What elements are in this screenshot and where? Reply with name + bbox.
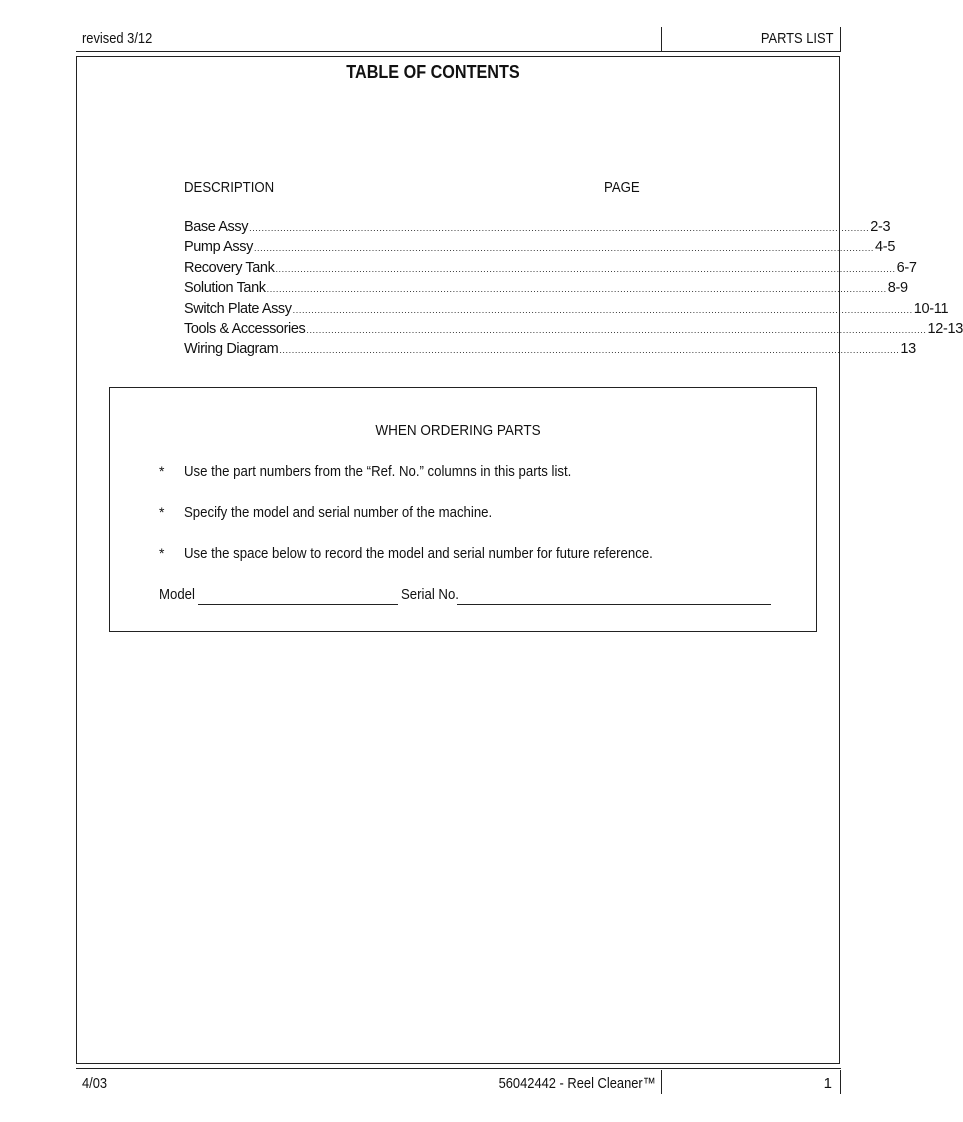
- toc-entry-pump-assy: [184, 239, 896, 259]
- toc-entry-page: 12-13: [927, 320, 963, 337]
- toc-title: TABLE OF CONTENTS: [346, 62, 520, 82]
- toc-list: [184, 219, 963, 362]
- toc-entry-solution-tank: [184, 280, 908, 300]
- footer-right-edge: [840, 1070, 841, 1094]
- toc-entry-page: 6-7: [896, 259, 917, 276]
- toc-entry-recovery-tank: [184, 259, 917, 280]
- toc-entry-label: Wiring Diagram: [184, 341, 279, 358]
- serial-number-input-line[interactable]: [457, 604, 771, 605]
- toc-entry-label: Recovery Tank: [184, 259, 275, 276]
- toc-leader-dots: ........................................................................................................................................................................................................: [266, 284, 887, 295]
- toc-entry-label: Pump Assy: [184, 239, 253, 256]
- serial-number-label: Serial No.: [401, 586, 459, 603]
- toc-entry-page: 2-3: [870, 219, 891, 235]
- toc-leader-dots: ........................................................................................................................................................................................................: [253, 243, 875, 254]
- toc-entry-page: 4-5: [875, 239, 896, 256]
- toc-leader-dots: ........................................................................................................................................................................................................: [249, 223, 870, 233]
- toc-entry-switch-plate-assy: [184, 300, 949, 321]
- bullet-asterisk: *: [159, 504, 165, 520]
- footer-divider: [661, 1070, 662, 1094]
- toc-entry-page: 10-11: [913, 300, 949, 317]
- toc-entry-wiring-diagram: [184, 341, 916, 361]
- toc-leader-dots: ........................................................................................................................................................................................................: [275, 263, 896, 274]
- toc-entry-label: Switch Plate Assy: [184, 300, 292, 317]
- section-title: PARTS LIST: [760, 30, 833, 47]
- toc-column-description: DESCRIPTION: [184, 179, 275, 196]
- footer-document-id: 56042442 - Reel Cleaner™: [498, 1075, 656, 1092]
- toc-entry-base-assy: [184, 219, 891, 239]
- bullet-asterisk: *: [159, 463, 165, 479]
- revision-note: revised 3/12: [82, 30, 153, 47]
- toc-entry-label: Tools & Accessories: [184, 320, 306, 337]
- ordering-instruction: Use the space below to record the model and serial number for future reference.: [184, 545, 653, 562]
- header-divider: [661, 27, 662, 51]
- ordering-instruction: Specify the model and serial number of the machine.: [184, 504, 493, 521]
- footer-date: 4/03: [82, 1075, 108, 1092]
- ordering-instruction: Use the part numbers from the “Ref. No.” columns in this parts list.: [184, 463, 572, 480]
- model-input-line[interactable]: [198, 604, 398, 605]
- toc-column-page: PAGE: [604, 179, 640, 196]
- toc-leader-dots: ........................................................................................................................................................................................................: [292, 304, 913, 315]
- header-right-edge: [840, 27, 841, 51]
- page-number: 1: [823, 1075, 832, 1092]
- toc-entry-label: Base Assy: [184, 219, 249, 235]
- toc-leader-dots: ........................................................................................................................................................................................................: [279, 345, 900, 356]
- ordering-parts-title: WHEN ORDERING PARTS: [375, 422, 541, 439]
- toc-entry-page: 8-9: [887, 280, 908, 297]
- header-rule: [76, 51, 841, 52]
- footer-rule: [76, 1068, 841, 1069]
- toc-entry-label: Solution Tank: [184, 280, 266, 297]
- bullet-asterisk: *: [159, 545, 165, 561]
- toc-entry-page: 13: [900, 341, 916, 358]
- model-label: Model: [159, 586, 195, 603]
- toc-leader-dots: ........................................................................................................................................................................................................: [306, 324, 927, 335]
- toc-entry-tools-accessories: [184, 320, 963, 341]
